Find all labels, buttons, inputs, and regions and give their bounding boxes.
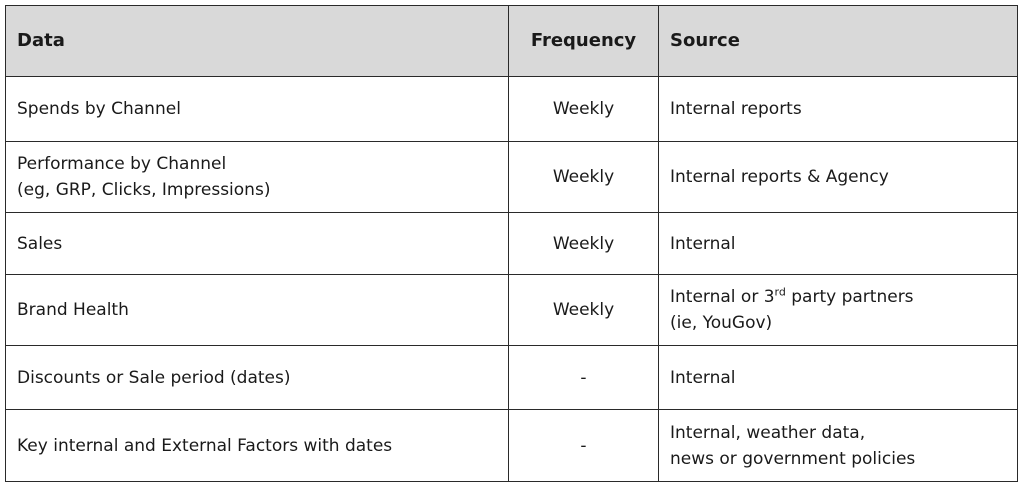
cell-data	[6, 142, 509, 213]
cell-text: Sales	[17, 233, 63, 254]
header-data: Data	[6, 6, 509, 77]
header-frequency: Frequency	[509, 6, 659, 77]
table-row	[6, 77, 1018, 142]
cell-data	[6, 275, 509, 346]
cell-text: Performance by Channel	[17, 154, 227, 174]
text-fragment: party partners	[785, 287, 914, 307]
header-row	[6, 6, 1018, 77]
data-sources-table	[5, 5, 1018, 482]
cell-data	[6, 346, 509, 410]
cell-source	[659, 410, 1018, 482]
cell-frequency: Weekly	[509, 275, 659, 346]
cell-text: Key internal and External Factors with dates	[17, 435, 393, 456]
superscript: rd	[774, 285, 786, 299]
cell-source	[659, 213, 1018, 275]
cell-text: Spends by Channel	[17, 99, 181, 119]
table-row	[6, 410, 1018, 482]
cell-source	[659, 77, 1018, 142]
cell-data	[6, 77, 509, 142]
cell-text: Internal, weather data,	[670, 422, 866, 443]
cell-source	[659, 346, 1018, 410]
cell-text: Internal reports & Agency	[670, 167, 889, 187]
table-row	[6, 275, 1018, 346]
table-row	[6, 213, 1018, 275]
text-fragment: Internal or 3	[670, 287, 775, 307]
cell-frequency: Weekly	[509, 213, 659, 275]
cell-source	[659, 275, 1018, 346]
table-row	[6, 142, 1018, 213]
cell-source	[659, 142, 1018, 213]
table-row	[6, 346, 1018, 410]
cell-text-line1	[670, 284, 1006, 310]
cell-text: Discounts or Sale period (dates)	[17, 367, 291, 388]
cell-text: news or government policies	[670, 448, 916, 469]
cell-frequency: Weekly	[509, 142, 659, 213]
cell-frequency: Weekly	[509, 77, 659, 142]
cell-text: Internal reports	[670, 99, 802, 119]
cell-text: Internal	[670, 233, 736, 254]
cell-text-line2: (ie, YouGov)	[670, 313, 773, 333]
cell-text: Internal	[670, 367, 736, 388]
cell-frequency: -	[509, 346, 659, 410]
header-source: Source	[659, 6, 1018, 77]
cell-frequency: -	[509, 410, 659, 482]
cell-text: (eg, GRP, Clicks, Impressions)	[17, 180, 271, 200]
cell-text: Brand Health	[17, 300, 129, 320]
cell-data	[6, 213, 509, 275]
cell-data	[6, 410, 509, 482]
